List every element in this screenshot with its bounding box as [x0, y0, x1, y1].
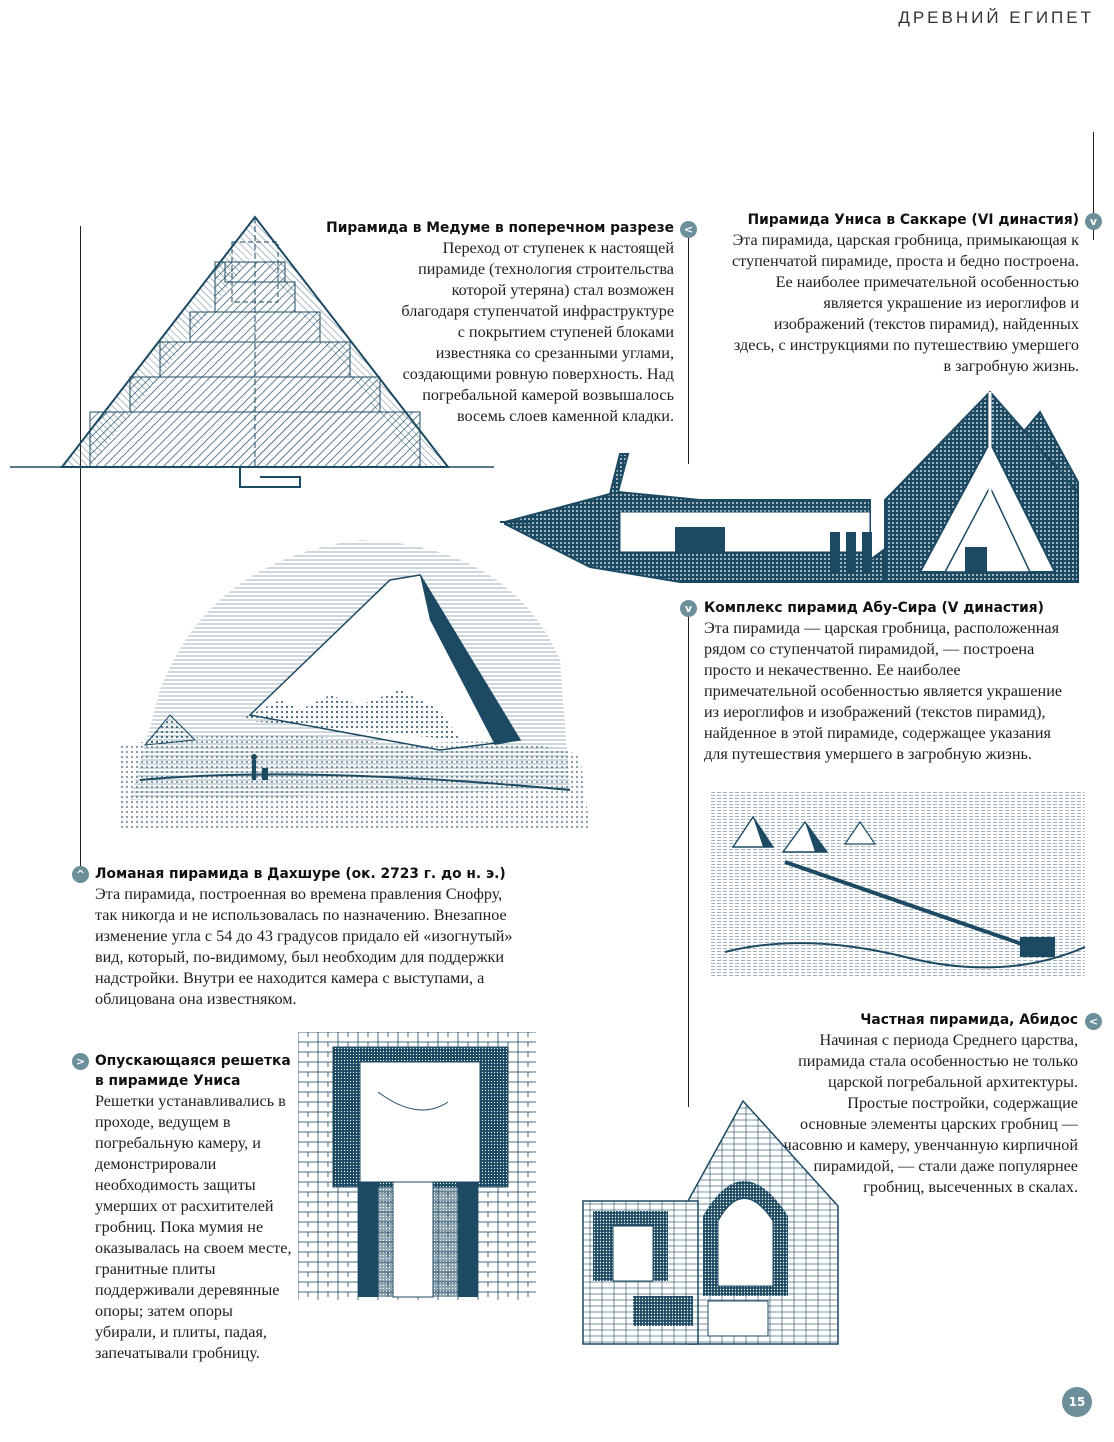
chevron-right-icon: > [72, 1053, 89, 1070]
caption-title: Комплекс пирамид Абу-Сира (V династия) [704, 600, 1044, 616]
abusir-complex-illustration [705, 782, 1090, 982]
caption-unas-saqqara [730, 210, 1079, 377]
caption-portcullis [95, 1051, 295, 1364]
caption-body: Начиная с периода Среднего царства, пирамида стала особенностью не только царской погребальной архитектуры. Простые постройки, содержащие основные элементы царских гробниц — часовню и камеру, увенчанную кирпичной пирамидой, — стали даже популярнее гробниц, высеченных в скалах. [783, 1031, 1078, 1196]
caption-title-line2: в пирамиде Униса [95, 1073, 241, 1089]
caption-abusir [704, 598, 1074, 765]
chevron-down-icon: v [1085, 213, 1102, 230]
caption-body: Решетки устанавливались в проходе, ведущем в погребальную камеру, и демонстрировали необходимость защиты умерших от расхитителей гробниц. Пока мумия не оказывалась на своем месте, гранитные плиты поддерживали деревянные опоры; затем опоры убирали, и плиты, падая, запечатывали гробницу. [95, 1092, 292, 1362]
portcullis-illustration [298, 1032, 538, 1302]
chevron-left-icon: < [680, 221, 697, 238]
caption-dahshur [95, 864, 525, 1010]
caption-title: Частная пирамида, Абидос [860, 1012, 1078, 1028]
caption-body: Эта пирамида, царская гробница, примыкающая к ступенчатой пирамиде, проста и бедно построена. Ее наиболее примечательной особенностью является украшение из иероглифов и изображений (текстов пирамид), найденных здесь, с инструкциями по путешествию умершего в загробную жизнь. [731, 231, 1079, 375]
chevron-left-icon: < [1085, 1013, 1102, 1030]
caption-title-line1: Опускающаяся решетка [95, 1053, 291, 1069]
caption-title: Пирамида Униса в Саккаре (VI династия) [747, 212, 1079, 228]
bent-pyramid-illustration [100, 530, 600, 840]
running-header: ДРЕВНИЙ ЕГИПЕТ [898, 8, 1094, 27]
page-number: 15 [1062, 1387, 1092, 1417]
caption-body: Эта пирамида, построенная во времена правления Снофру, так никогда и не использовалась по назначению. Внезапное изменение угла с 54 до 43 градусов придало ей «изогнутый» вид, который, по-видимому, был необходим для поддержки надстройки. Внутри ее находится камера с выступами, а облицована она известняком. [95, 885, 513, 1008]
caption-body: Переход от ступенек к настоящей пирамиде (технология строительства которой утеряна) стал возможен благодаря ступенчатой инфраструктуре с покрытием ступеней блоками известняка со срезанными углами, создающими ровную поверхность. Над погребальной камерой возвышалось восемь слоев каменной кладки. [401, 239, 674, 425]
chevron-down-icon: v [680, 600, 697, 617]
chevron-up-icon: ^ [72, 866, 89, 883]
abydos-pyramid-illustration [578, 1096, 848, 1346]
rule-abusir [688, 612, 689, 1107]
caption-title: Пирамида в Медуме в поперечном разрезе [326, 220, 674, 236]
caption-body: Эта пирамида — царская гробница, расположенная рядом со ступенчатой пирамидой, — построена просто и некачественно. Ее наиболее примечательной особенностью является украшение из иероглифов и изображений (текстов пирамид), найденное в этой пирамиде, содержащее указания для путешествия умершего в загробную жизнь. [704, 619, 1063, 763]
caption-title: Ломаная пирамида в Дахшуре (ок. 2723 г. до н. э.) [95, 866, 506, 882]
